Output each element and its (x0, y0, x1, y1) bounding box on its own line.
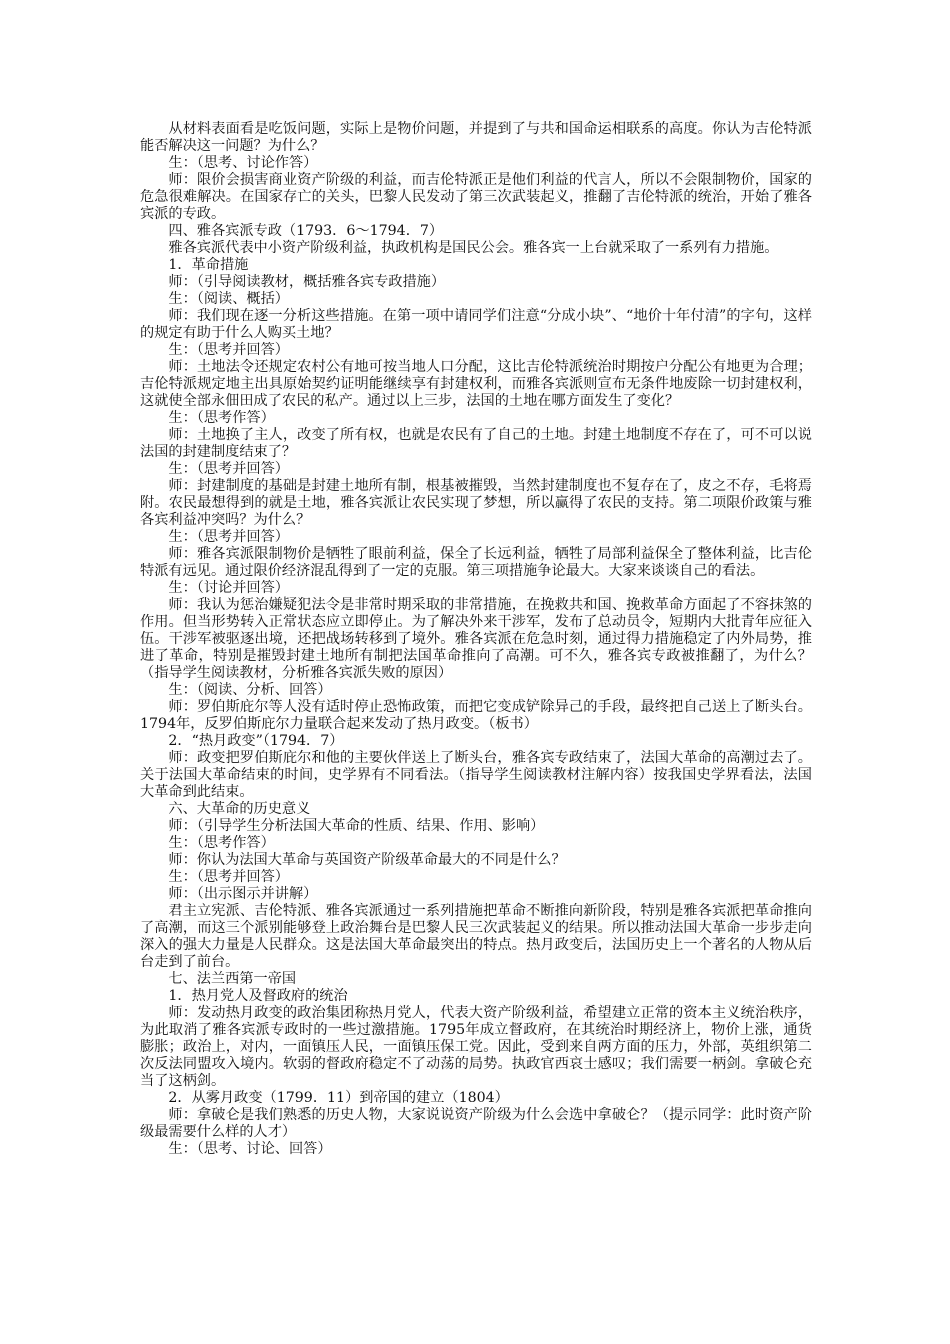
paragraph: 生：（阅读、分析、回答） (168, 682, 332, 698)
paragraph: 师：限价会损害商业资产阶级的利益，而吉伦特派正是他们利益的代言人，所以不会限制物价，国家的危急很难解决。在国家存亡的关头，巴黎人民发动了第三次武装起义，推翻了吉伦特派的统治，开始了雅各宾派的专政。 (140, 172, 812, 222)
subsection-heading: 1．革命措施 (168, 257, 249, 273)
paragraph: 生：（阅读、概括） (168, 291, 289, 307)
paragraph: 师：罗伯斯庇尔等人没有适时停止恐怖政策，而把它变成铲除异己的手段，最终把自己送上了断头台。1794年，反罗伯斯庇尔力量联合起来发动了热月政变。（板书） (140, 699, 812, 732)
paragraph: 师：土地法令还规定农村公有地可按当地人口分配，这比吉伦特派统治时期按户分配公有地更为合理；吉伦特派规定地主出具原始契约证明能继续享有封建权利，而雅各宾派则宣布无条件地废除一切封建权利，这就使全部永佃田成了农民的私产。通过以上三步，法国的土地在哪方面发生了变化？ (140, 359, 812, 409)
paragraph: 生：（思考并回答） (168, 529, 289, 545)
document-body (140, 121, 812, 1158)
paragraph: 师：政变把罗伯斯庇尔和他的主要伙伴送上了断头台，雅各宾专政结束了，法国大革命的高潮过去了。关于法国大革命结束的时间，史学界有不同看法。（指导学生阅读教材注解内容）按我国史学界看法，法国大革命到此结束。 (140, 750, 812, 800)
paragraph: 师：封建制度的基础是封建土地所有制，根基被摧毁，当然封建制度也不复存在了，皮之不存，毛将焉附。农民最想得到的就是土地，雅各宾派让农民实现了梦想，所以赢得了农民的支持。第二项限价政策与雅各宾利益冲突吗？为什么？ (140, 478, 812, 528)
paragraph: 生：（思考作答） (168, 835, 275, 851)
paragraph: 师：我们现在逐一分析这些措施。在第一项中请同学们注意“分成小块”、“地价十年付清”的字句，这样的规定有助于什么人购买土地？ (140, 308, 812, 341)
paragraph: 师：（引导阅读教材，概括雅各宾专政措施） (168, 274, 446, 290)
subsection-heading: 1．热月党人及督政府的统治 (168, 988, 348, 1004)
subsection-heading: 2．“热月政变”（1794．7） (168, 733, 344, 749)
paragraph: 师：我认为惩治嫌疑犯法令是非常时期采取的非常措施，在挽救共和国、挽救革命方面起了不容抹煞的作用。但当形势转入正常状态应立即停止。为了解决外来干涉军，发布了总动员令，短期内大批青年应征入伍。干涉军被驱逐出境，还把战场转移到了境外。雅各宾派在危急时刻，通过得力措施稳定了内外局势，推进了革命，特别是摧毁封建土地所有制把法国革命推向了高潮。可不久，雅各宾专政被推翻了，为什么？（指导学生阅读教材，分析雅各宾派失败的原因） (140, 597, 812, 681)
paragraph: 生：（思考作答） (168, 410, 275, 426)
section-heading: 六、大革命的历史意义 (168, 801, 311, 817)
paragraph: 师：雅各宾派限制物价是牺牲了眼前利益，保全了长远利益，牺牲了局部利益保全了整体利益，比吉伦特派有远见。通过限价经济混乱得到了一定的克服。第三项措施争论最大。大家来谈谈自己的看法。 (140, 546, 812, 579)
paragraph: 师：发动热月政变的政治集团称热月党人，代表大资产阶级利益，希望建立正常的资本主义统治秩序，为此取消了雅各宾派专政时的一些过激措施。1795年成立督政府，在其统治时期经济上，物价上涨，通货膨胀；政治上，对内，一面镇压人民，一面镇压保工党。因此，受到来自两方面的压力，外部，英组织第二次反法同盟攻入境内。软弱的督政府稳定不了动荡的局势。执政官西哀士感叹；我们需要一柄剑。拿破仑充当了这柄剑。 (140, 1005, 812, 1089)
section-heading: 四、雅各宾派专政（1793．6～1794．7） (168, 223, 444, 239)
paragraph: 生：（思考、讨论作答） (168, 155, 318, 171)
section-heading: 七、法兰西第一帝国 (168, 971, 297, 987)
paragraph: 生：（讨论并回答） (168, 580, 289, 596)
paragraph: 君主立宪派、吉伦特派、雅各宾派通过一系列措施把革命不断推向新阶段，特别是雅各宾派把革命推向了高潮，而这三个派别能够登上政治舞台是巴黎人民三次武装起义的结果。所以推动法国大革命一步步走向深入的强大力量是人民群众。这是法国大革命最突出的特点。热月政变后，法国历史上一个著名的人物从后台走到了前台。 (140, 903, 812, 970)
paragraph: 师：你认为法国大革命与英国资产阶级革命最大的不同是什么？ (168, 852, 566, 868)
paragraph: 师：土地换了主人，改变了所有权，也就是农民有了自己的土地。封建土地制度不存在了，可不可以说法国的封建制度结束了？ (140, 427, 812, 460)
paragraph: 生：（思考并回答） (168, 461, 289, 477)
paragraph: 生：（思考、讨论、回答） (168, 1141, 332, 1157)
paragraph: 雅各宾派代表中小资产阶级利益，执政机构是国民公会。雅各宾一上台就采取了一系列有力措施。 (168, 240, 779, 256)
paragraph: 从材料表面看是吃饭问题，实际上是物价问题，并提到了与共和国命运相联系的高度。你认为吉伦特派能否解决这一问题？为什么？ (140, 121, 812, 154)
paragraph: 生：（思考并回答） (168, 342, 289, 358)
paragraph: 生：（思考并回答） (168, 869, 289, 885)
subsection-heading: 2．从雾月政变（1799．11）到帝国的建立（1804） (168, 1090, 509, 1106)
paragraph: 师：（引导学生分析法国大革命的性质、结果、作用、影响） (168, 818, 545, 834)
paragraph: 师：（出示图示并讲解） (168, 886, 318, 902)
paragraph: 师：拿破仑是我们熟悉的历史人物，大家说说资产阶级为什么会选中拿破仑？（提示同学：此时资产阶级最需要什么样的人才） (140, 1107, 812, 1140)
